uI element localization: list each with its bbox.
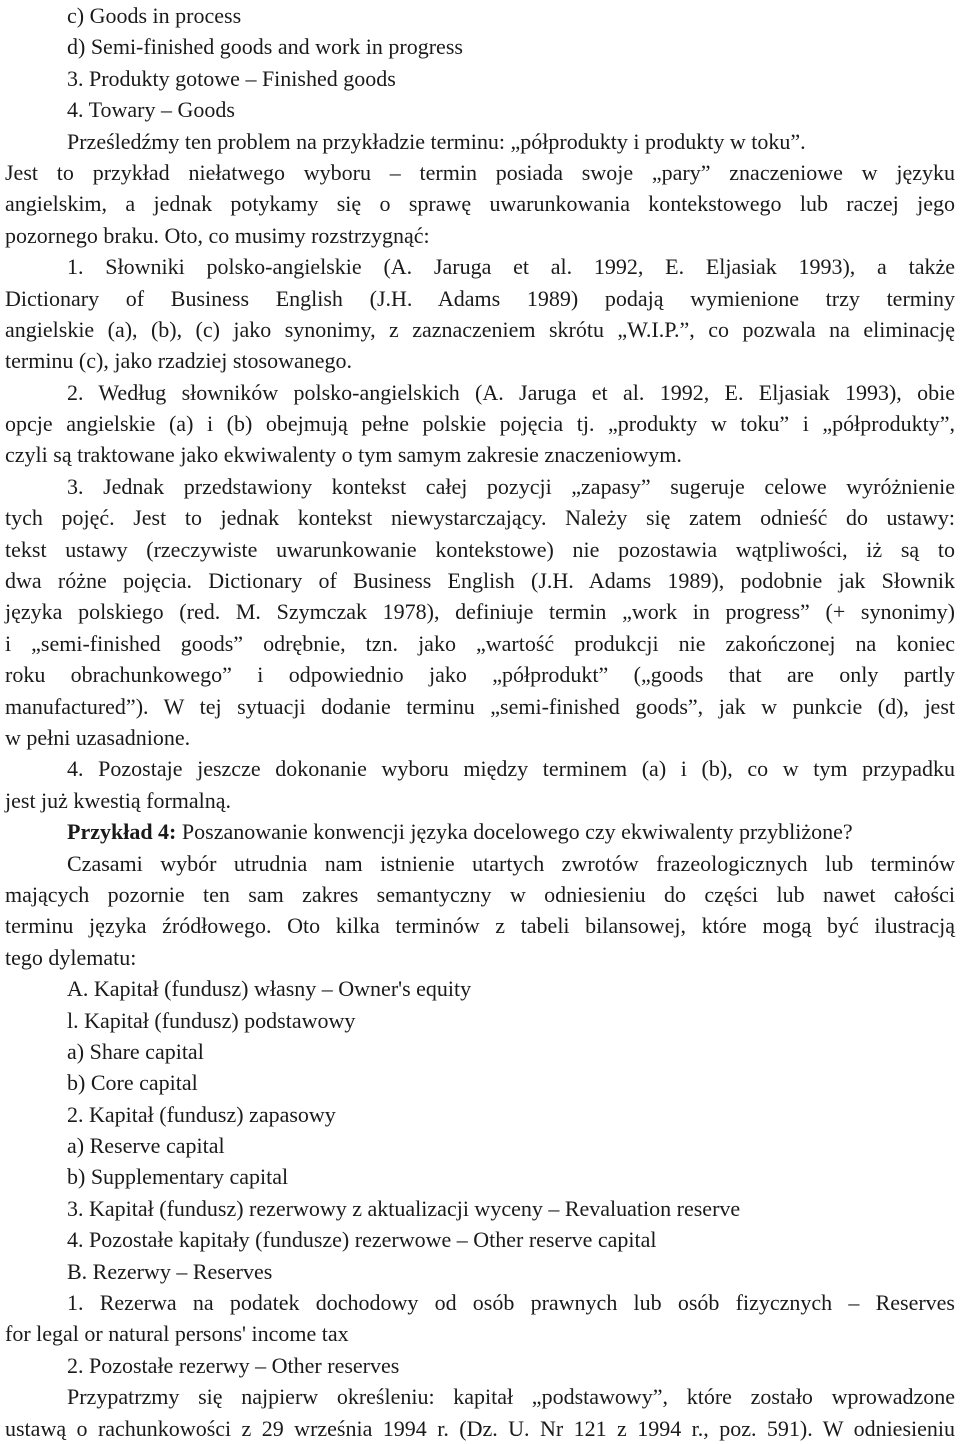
line-text: 2. Według słowników polsko-angielskich (A. Jaruga et al. 1992, E. Eljasiak 1993), obie (67, 379, 955, 405)
text-line (5, 1193, 955, 1224)
text-line (5, 659, 955, 690)
text-line (5, 63, 955, 94)
line-text: Jest to przykład niełatwego wyboru – termin posiada swoje „pary” znaczeniowe w języku (5, 159, 955, 185)
text-line (5, 534, 955, 565)
line-text: 3. Produkty gotowe – Finished goods (67, 65, 396, 91)
line-text: 4. Towary – Goods (67, 97, 235, 123)
text-line (5, 157, 955, 188)
document-page (5, 0, 955, 1444)
line-text: 1. Słowniki polsko-angielskie (A. Jaruga et al. 1992, E. Eljasiak 1993), a także (67, 254, 955, 280)
text-line (5, 439, 955, 470)
text-line (5, 471, 955, 502)
line-text: terminu języka źródłowego. Oto kilka terminów z tabeli bilansowej, które mogą być ilustracją (5, 913, 955, 939)
line-text: ustawą o rachunkowości z 29 września 1994 r. (Dz. U. Nr 121 z 1994 r., poz. 591). W odniesieniu (5, 1415, 955, 1441)
text-line (5, 785, 955, 816)
text-line (5, 1067, 955, 1098)
line-text: a) Share capital (67, 1038, 204, 1064)
text-line (5, 0, 955, 31)
text-line (5, 251, 955, 282)
line-text: jest już kwestią formalną. (5, 787, 232, 813)
line-text: dwa różne pojęcia. Dictionary of Business English (J.H. Adams 1989), podobnie jak Słownik (5, 568, 955, 594)
line-text: b) Supplementary capital (67, 1164, 289, 1190)
text-line (5, 220, 955, 251)
text-line (5, 1381, 955, 1412)
text-line (5, 973, 955, 1004)
line-text: czyli są traktowane jako ekwiwalenty o tym samym zakresie znaczeniowym. (5, 442, 682, 468)
text-line (5, 1287, 955, 1318)
text-line (5, 94, 955, 125)
line-text: c) Goods in process (67, 3, 242, 28)
line-text: tych pojęć. Jest to jednak kontekst niewystarczający. Należy się zatem odnieść do ustawy: (5, 505, 955, 531)
text-line (5, 1161, 955, 1192)
text-line (5, 314, 955, 345)
line-text: 4. Pozostałe kapitały (fundusze) rezerwowe – Other reserve capital (67, 1227, 657, 1253)
line-text: Poszanowanie konwencji języka docelowego czy ekwiwalenty przybliżone? (176, 819, 853, 845)
line-text: 3. Kapitał (fundusz) rezerwowy z aktualizacji wyceny – Revaluation reserve (67, 1195, 741, 1221)
line-text: języka polskiego (red. M. Szymczak 1978), definiuje termin „work in progress” (+ synonimy) (5, 599, 955, 625)
text-line (5, 408, 955, 439)
text-line (5, 816, 955, 847)
text-line (5, 31, 955, 62)
line-text: tego dylematu: (5, 944, 137, 970)
line-text: l. Kapitał (fundusz) podstawowy (67, 1007, 356, 1033)
line-text: i „semi-finished goods” odrębnie, tzn. jako „wartość produkcji nie zakończonej na koniec (5, 630, 955, 656)
text-line (5, 1256, 955, 1287)
line-text: 4. Pozostaje jeszcze dokonanie wyboru między terminem (a) i (b), co w tym przypadku (67, 756, 955, 782)
line-text: 2. Kapitał (fundusz) zapasowy (67, 1101, 336, 1127)
text-line (5, 1350, 955, 1381)
text-line (5, 1036, 955, 1067)
text-line (5, 377, 955, 408)
text-line (5, 879, 955, 910)
text-line (5, 848, 955, 879)
line-text: b) Core capital (67, 1070, 198, 1096)
text-line (5, 283, 955, 314)
text-line (5, 910, 955, 941)
text-line (5, 126, 955, 157)
text-line (5, 1005, 955, 1036)
line-text: Prześledźmy ten problem na przykładzie terminu: „półprodukty i produkty w toku”. (67, 128, 806, 154)
text-line (5, 1413, 955, 1444)
line-text: manufactured”). W tej sytuacji dodanie terminu „semi-finished goods”, jak w punkcie (d), jest (5, 693, 955, 719)
line-text: angielskie (a), (b), (c) jako synonimy, z zaznaczeniem skrótu „W.I.P.”, co pozwala na eliminację (5, 316, 955, 342)
line-text: opcje angielskie (a) i (b) obejmują pełne polskie pojęcia tj. „produkty w toku” i „półprodukty”, (5, 411, 955, 437)
text-line (5, 1224, 955, 1255)
text-line (5, 942, 955, 973)
text-line (5, 691, 955, 722)
text-line (5, 565, 955, 596)
line-text: a) Reserve capital (67, 1133, 225, 1159)
line-text: 2. Pozostałe rezerwy – Other reserves (67, 1352, 400, 1378)
line-text: w pełni uzasadnione. (5, 724, 191, 750)
line-text: roku obrachunkowego” i odpowiednio jako „półprodukt” („goods that are only partly (5, 662, 955, 688)
line-text: for legal or natural persons' income tax (5, 1321, 349, 1347)
line-text: Czasami wybór utrudnia nam istnienie utartych zwrotów frazeologicznych lub terminów (67, 850, 955, 876)
text-line (5, 502, 955, 533)
line-text: B. Rezerwy – Reserves (67, 1258, 273, 1284)
text-line (5, 596, 955, 627)
line-text: terminu (c), jako rzadziej stosowanego. (5, 348, 352, 374)
line-text: 1. Rezerwa na podatek dochodowy od osób prawnych lub osób fizycznych – Reserves (67, 1290, 955, 1316)
text-line (5, 345, 955, 376)
text-line (5, 722, 955, 753)
text-line (5, 188, 955, 219)
text-line (5, 1130, 955, 1161)
line-text: 3. Jednak przedstawiony kontekst całej pozycji „zapasy” sugeruje celowe wyróżnienie (67, 473, 955, 499)
line-text: Przypatrzmy się najpierw określeniu: kapitał „podstawowy”, które zostało wprowadzone (67, 1384, 955, 1410)
text-line (5, 628, 955, 659)
line-text: pozornego braku. Oto, co musimy rozstrzygnąć: (5, 222, 430, 248)
line-text: tekst ustawy (rzeczywiste uwarunkowanie kontekstowe) nie pozostawia wątpliwości, iż są to (5, 536, 955, 562)
text-line (5, 1099, 955, 1130)
line-text: Dictionary of Business English (J.H. Adams 1989) podają wymienione trzy terminy (5, 285, 955, 311)
line-text: A. Kapitał (fundusz) własny – Owner's equity (67, 976, 472, 1002)
line-text: d) Semi-finished goods and work in progress (67, 34, 463, 60)
text-line (5, 753, 955, 784)
bold-label: Przykład 4: (67, 819, 177, 845)
line-text: angielskim, a jednak potykamy się o sprawę uwarunkowania kontekstowego lub raczej jego (5, 191, 955, 217)
text-line (5, 1318, 955, 1349)
line-text: mających pozornie ten sam zakres semantyczny w odniesieniu do części lub nawet całości (5, 881, 955, 907)
